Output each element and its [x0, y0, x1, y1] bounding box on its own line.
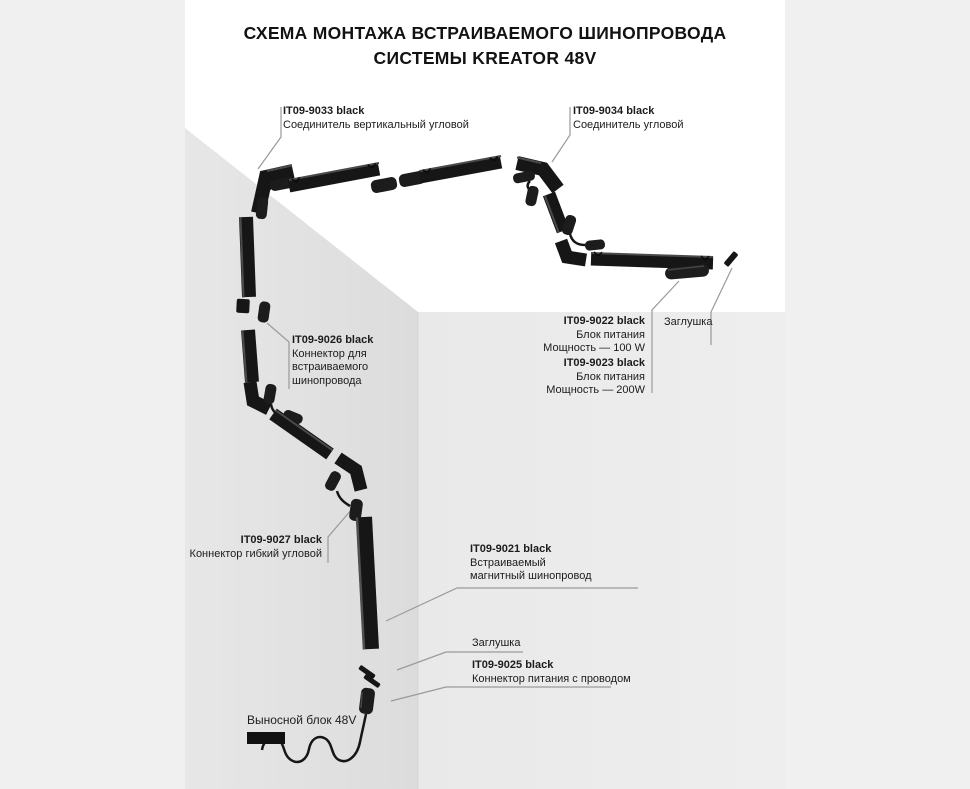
- part-code: IT09-9023 black: [563, 357, 645, 369]
- part-code: IT09-9027 black: [240, 534, 322, 546]
- part-desc: Коннектор для: [292, 347, 367, 360]
- part-code: IT09-9021 black: [470, 543, 552, 555]
- label-it09-9027: [102, 534, 322, 561]
- part-desc: Блок питания: [576, 328, 645, 341]
- part-desc: Встраиваемый: [470, 556, 546, 569]
- label-endcap-bottom: [472, 637, 520, 651]
- part-desc: магнитный шинопровод: [470, 570, 592, 582]
- part-desc: Блок питания: [576, 370, 645, 383]
- part-desc: шинопровода: [292, 374, 362, 387]
- page-title-line1: СХЕМА МОНТАЖА ВСТРАИВАЕМОГО ШИНОПРОВОДА: [243, 23, 727, 43]
- label-remote-block: [247, 714, 356, 728]
- part-desc: Выносной блок 48V: [247, 713, 357, 727]
- part-desc: Соединитель угловой: [573, 118, 684, 131]
- label-it09-9026: [292, 334, 373, 388]
- part-desc: Коннектор гибкий угловой: [189, 547, 322, 560]
- wall-track-segment-1: [241, 217, 250, 298]
- part-desc: Мощность — 100 W: [543, 342, 645, 354]
- label-endcap-top: [664, 316, 712, 330]
- part-desc: встраиваемого: [292, 361, 369, 373]
- part-code: IT09-9026 black: [292, 334, 374, 346]
- part-code: IT09-9025 black: [472, 659, 554, 671]
- part-code: IT09-9034 black: [573, 105, 655, 117]
- label-it09-9025: [472, 659, 631, 686]
- part-desc: Мощность — 200W: [546, 384, 645, 396]
- page-title-line2: СИСТЕМЫ KREATOR 48V: [373, 48, 597, 68]
- label-it09-9022: [425, 315, 645, 356]
- part-desc: Заглушка: [472, 637, 521, 649]
- part-desc: Заглушка: [664, 316, 713, 328]
- part-desc: Соединитель вертикальный угловой: [283, 118, 469, 131]
- remote-driver-block: [247, 732, 285, 744]
- label-it09-9023: [425, 357, 645, 398]
- label-it09-9034: [573, 105, 684, 132]
- part-code: IT09-9022 black: [563, 315, 645, 327]
- label-it09-9033: [283, 105, 469, 132]
- part-code: IT09-9033 black: [283, 105, 365, 117]
- label-it09-9021: [470, 543, 592, 584]
- part-desc: Коннектор питания с проводом: [472, 672, 631, 685]
- page-title: [185, 21, 785, 71]
